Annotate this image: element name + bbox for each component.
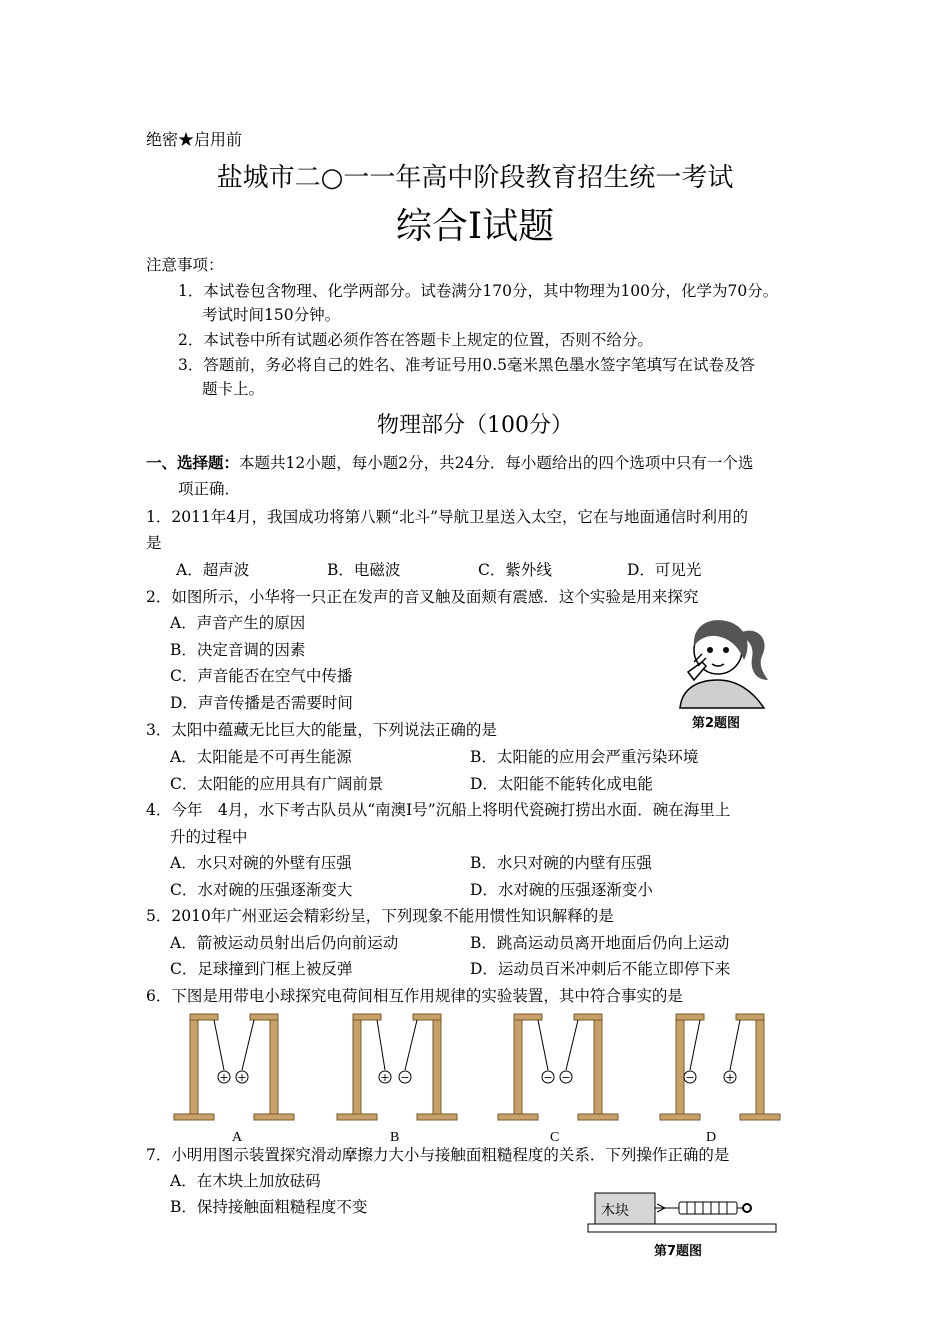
q6-label-c: C	[550, 1130, 560, 1145]
notice-item-2: 2．本试卷中所有试题必须作答在答题卡上规定的位置，否则不给分。	[178, 331, 653, 349]
q4-option-c: C．水对碗的压强逐渐变大	[170, 881, 353, 899]
girl-tuning-fork-illustration	[672, 610, 774, 710]
q3-stem: 3．太阳中蕴藏无比巨大的能量，下列说法正确的是	[146, 721, 497, 739]
q1-option-b: B．电磁波	[327, 561, 401, 579]
q1-stem: 1．2011年4月，我国成功将第八颗“北斗”导航卫星送入太空，它在与地面通信时利用的	[146, 508, 749, 526]
q7-block-label: 木块	[601, 1203, 629, 1219]
q5-option-c: C．足球撞到门框上被反弹	[170, 960, 353, 978]
q3-option-b: B．太阳能的应用会严重污染环境	[470, 748, 699, 766]
q7-friction-figure	[587, 1190, 779, 1236]
exam-title: 盐城市二○一一年高中阶段教育招生统一考试	[216, 163, 734, 193]
svg-text:+: +	[219, 1071, 229, 1084]
notice-item-1: 1．本试卷包含物理、化学两部分。试卷满分170分，其中物理为100分，化学为70分。	[178, 282, 779, 300]
q6-apparatus-d	[656, 1012, 786, 1126]
part1-text-cont: 项正确．	[178, 480, 241, 498]
q5-option-a: A．箭被运动员射出后仍向前运动	[170, 934, 399, 952]
q6-apparatus-c	[494, 1012, 624, 1126]
q5-option-b: B．跳高运动员离开地面后仍向上运动	[470, 934, 730, 952]
q4-option-b: B．水只对碗的内壁有压强	[470, 854, 652, 872]
svg-text:+: +	[380, 1071, 390, 1084]
q7-option-a: A．在木块上加放砝码	[170, 1172, 321, 1190]
part1-label: 一、选择题：	[146, 453, 240, 472]
notice-item-1-cont: 考试时间150分钟。	[202, 306, 341, 324]
q7-option-b: B．保持接触面粗糙程度不变	[170, 1198, 368, 1216]
exam-subtitle: 综合Ⅰ试题	[395, 206, 555, 247]
q2-option-b: B．决定音调的因素	[170, 641, 306, 659]
svg-text:−: −	[400, 1071, 410, 1084]
q2-option-a: A．声音产生的原因	[170, 614, 306, 632]
notice-item-3: 3．答题前，务必将自己的姓名、准考证号用0.5毫米黑色墨水签字笔填写在试卷及答	[178, 356, 756, 374]
section-title: 物理部分（100分）	[377, 413, 573, 438]
q6-label-a: A	[232, 1130, 243, 1145]
q6-apparatus-b	[333, 1012, 463, 1126]
q5-option-d: D．运动员百米冲刺后不能立即停下来	[470, 960, 731, 978]
q3-option-c: C．太阳能的应用具有广阔前景	[170, 775, 384, 793]
q6-stem: 6．下图是用带电小球探究电荷间相互作用规律的实验装置，其中符合事实的是	[146, 987, 683, 1005]
q3-option-a: A．太阳能是不可再生能源	[170, 748, 352, 766]
q7-figure-caption: 第7题图	[654, 1244, 703, 1259]
svg-text:+: +	[725, 1071, 735, 1084]
q5-stem: 5．2010年广州亚运会精彩纷呈，下列现象不能用惯性知识解释的是	[146, 907, 614, 925]
q6-apparatus-a	[170, 1012, 300, 1126]
notice-item-3-cont: 题卡上。	[202, 380, 265, 398]
q1-option-d: D．可见光	[627, 561, 702, 579]
q4-stem: 4．今年 4月，水下考古队员从“南澳Ⅰ号”沉船上将明代瓷碗打捞出水面．碗在海里上	[146, 801, 731, 819]
q4-stem-cont: 升的过程中	[170, 828, 248, 846]
part1-text: 本题共12小题，每小题2分，共24分．每小题给出的四个选项中只有一个选	[239, 454, 754, 472]
part1-heading	[146, 451, 753, 473]
svg-text:−: −	[543, 1071, 553, 1084]
q6-label-b: B	[390, 1130, 400, 1145]
q3-option-d: D．太阳能不能转化成电能	[470, 775, 653, 793]
q2-stem: 2．如图所示，小华将一只正在发声的音叉触及面颊有震感．这个实验是用来探究	[146, 588, 699, 606]
q1-option-a: A．超声波	[176, 561, 250, 579]
q1-stem-cont: 是	[146, 534, 162, 552]
q1-option-c: C．紫外线	[478, 561, 552, 579]
svg-text:−: −	[685, 1071, 695, 1084]
q7-stem: 7．小明用图示装置探究滑动摩擦力大小与接触面粗糙程度的关系．下列操作正确的是	[146, 1146, 730, 1164]
confidential-mark: 绝密★启用前	[146, 130, 243, 149]
q2-option-c: C．声音能否在空气中传播	[170, 667, 353, 685]
q2-option-d: D．声音传播是否需要时间	[170, 694, 353, 712]
q4-option-d: D．水对碗的压强逐渐变小	[470, 881, 653, 899]
notice-heading: 注意事项：	[146, 256, 224, 274]
svg-text:−: −	[561, 1071, 571, 1084]
q2-figure-caption: 第2题图	[692, 716, 741, 731]
svg-text:+: +	[237, 1071, 247, 1084]
q6-label-d: D	[706, 1130, 717, 1145]
q4-option-a: A．水只对碗的外壁有压强	[170, 854, 352, 872]
